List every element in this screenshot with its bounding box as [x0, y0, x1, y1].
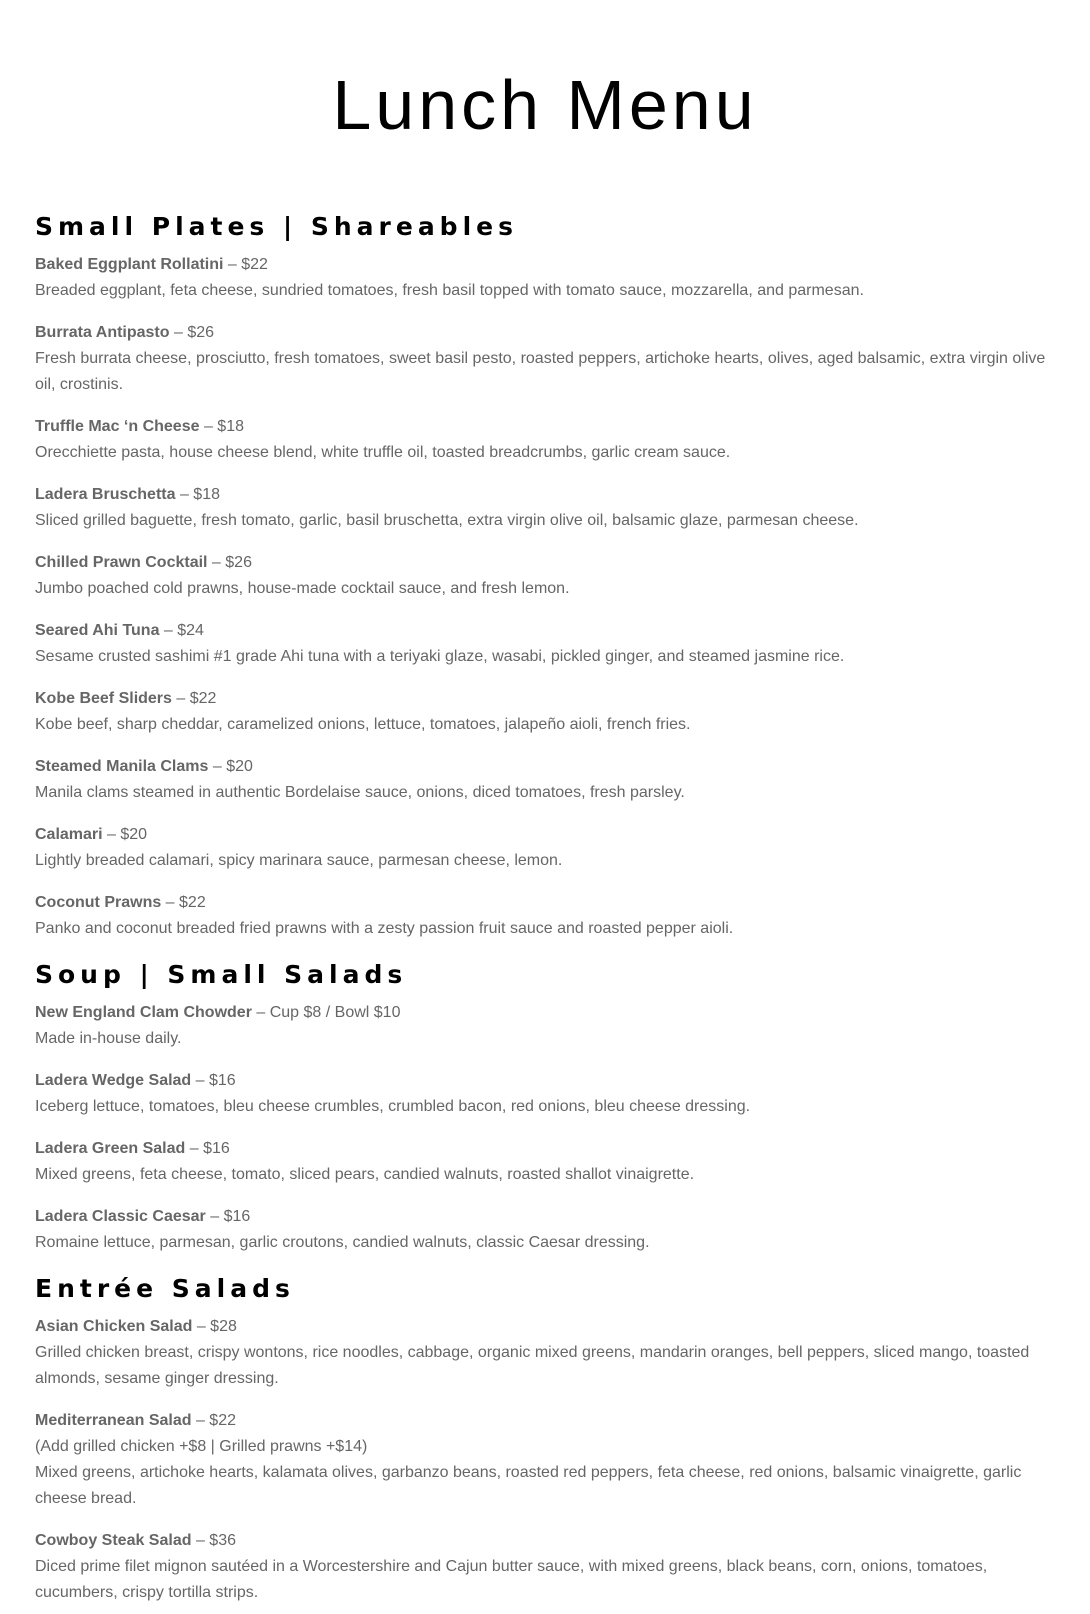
menu-item	[35, 618, 1055, 670]
menu-item-description: Manila clams steamed in authentic Bordelaise sauce, onions, diced tomatoes, fresh parsley.	[35, 784, 685, 801]
menu-item-price: – $24	[159, 622, 204, 639]
menu-item-header	[35, 754, 1055, 780]
menu-item-description: Sliced grilled baguette, fresh tomato, garlic, basil bruschetta, extra virgin olive oil, balsamic glaze, parmesan cheese.	[35, 512, 859, 529]
section-heading: Small Plates | Shareables	[35, 212, 518, 241]
menu-item-description: Kobe beef, sharp cheddar, caramelized onions, lettuce, tomatoes, jalapeño aioli, french fries.	[35, 716, 691, 733]
menu-item-header	[35, 252, 1055, 278]
menu-item-name: Burrata Antipasto	[35, 324, 170, 341]
menu-item-description: Fresh burrata cheese, prosciutto, fresh tomatoes, sweet basil pesto, roasted peppers, artichoke hearts, olives, aged balsamic, extra virgin olive oil, crostinis.	[35, 350, 1046, 393]
menu-item-price: – $36	[191, 1532, 236, 1549]
menu-item-name: Chilled Prawn Cocktail	[35, 554, 208, 571]
menu-item-description: Orecchiette pasta, house cheese blend, white truffle oil, toasted breadcrumbs, garlic cream sauce.	[35, 444, 731, 461]
menu-item-name: Calamari	[35, 826, 103, 843]
menu-item	[35, 1314, 1055, 1392]
menu-item-price: – $16	[205, 1208, 251, 1225]
menu-item-description: (Add grilled chicken +$8 | Grilled prawns +$14)	[35, 1438, 368, 1455]
menu-item	[35, 414, 1055, 466]
menu-item-name: Coconut Prawns	[35, 894, 162, 911]
menu-item	[35, 1204, 1055, 1256]
menu-item-name: Truffle Mac ‘n Cheese	[35, 418, 200, 435]
menu-item-description: Mixed greens, artichoke hearts, kalamata olives, garbanzo beans, roasted red peppers, feta cheese, red onions, balsamic vinaigrette, garlic cheese bread.	[35, 1464, 1022, 1507]
page-title: Lunch Menu	[332, 66, 758, 144]
section-heading: Entrée Salads	[35, 1274, 295, 1303]
menu-item	[35, 1528, 1055, 1606]
menu-item-header	[35, 822, 1055, 848]
menu-item	[35, 822, 1055, 874]
menu-item-header	[35, 1204, 1055, 1230]
menu-item-header	[35, 618, 1055, 644]
menu-item	[35, 550, 1055, 602]
menu-item-name: Ladera Classic Caesar	[35, 1208, 206, 1225]
menu-item	[35, 890, 1055, 942]
menu-section	[35, 958, 1055, 1256]
menu-item-header	[35, 1068, 1055, 1094]
menu-item-name: Steamed Manila Clams	[35, 758, 209, 775]
menu-item-price: – $22	[223, 256, 268, 273]
menu-item-header	[35, 890, 1055, 916]
menu-item-name: Kobe Beef Sliders	[35, 690, 172, 707]
menu-item-price: – $28	[192, 1318, 237, 1335]
section-heading: Soup | Small Salads	[35, 960, 408, 989]
menu-item-description: Jumbo poached cold prawns, house-made cocktail sauce, and fresh lemon.	[35, 580, 570, 597]
menu-item-header	[35, 1528, 1055, 1554]
menu-item-price: – $18	[175, 486, 220, 503]
menu-item-header	[35, 1136, 1055, 1162]
menu-item-header	[35, 1408, 1055, 1434]
menu-item	[35, 1068, 1055, 1120]
menu-item-description: Made in-house daily.	[35, 1030, 182, 1047]
menu-item-name: Seared Ahi Tuna	[35, 622, 160, 639]
menu-item-description: Romaine lettuce, parmesan, garlic croutons, candied walnuts, classic Caesar dressing.	[35, 1234, 650, 1251]
menu-item-name: Mediterranean Salad	[35, 1412, 192, 1429]
menu-item-header	[35, 482, 1055, 508]
menu-item-description: Diced prime filet mignon sautéed in a Worcestershire and Cajun butter sauce, with mixed greens, black beans, corn, onions, tomatoes, cucumbers, crispy tortilla strips.	[35, 1558, 988, 1601]
menu-item-list	[35, 1314, 1055, 1606]
menu-item-header	[35, 320, 1055, 346]
menu-item-price: – $22	[171, 690, 217, 707]
menu-item-price: – $16	[185, 1140, 230, 1157]
menu-item-description: Lightly breaded calamari, spicy marinara sauce, parmesan cheese, lemon.	[35, 852, 563, 869]
menu-item	[35, 754, 1055, 806]
menu-item-header	[35, 1000, 1055, 1026]
menu-item-name: Asian Chicken Salad	[35, 1318, 193, 1335]
menu-item-description: Panko and coconut breaded fried prawns with a zesty passion fruit sauce and roasted pepper aioli.	[35, 920, 734, 937]
menu-item	[35, 252, 1055, 304]
menu-section	[35, 1272, 1055, 1606]
menu-item-description: Breaded eggplant, feta cheese, sundried tomatoes, fresh basil topped with tomato sauce, mozzarella, and parmesan.	[35, 282, 864, 299]
menu-item-price: – $26	[169, 324, 215, 341]
menu-item	[35, 1408, 1055, 1512]
menu-item-list	[35, 252, 1055, 942]
menu-item-name: Baked Eggplant Rollatini	[35, 256, 224, 273]
menu-item-price: – $18	[199, 418, 244, 435]
menu-item-price: – $22	[161, 894, 206, 911]
menu-item-description: Grilled chicken breast, crispy wontons, rice noodles, cabbage, organic mixed greens, mandarin oranges, bell peppers, sliced mango, toasted almonds, sesame ginger dressing.	[35, 1344, 1030, 1387]
menu-item-description: Sesame crusted sashimi #1 grade Ahi tuna with a teriyaki glaze, wasabi, pickled ginger, and steamed jasmine rice.	[35, 648, 845, 665]
menu-item-price: – $20	[208, 758, 253, 775]
menu-item	[35, 686, 1055, 738]
menu-item-name: Cowboy Steak Salad	[35, 1532, 192, 1549]
menu-item-name: Ladera Bruschetta	[35, 486, 176, 503]
menu-item-name: Ladera Green Salad	[35, 1140, 186, 1157]
menu-item	[35, 1000, 1055, 1052]
menu-item-header	[35, 414, 1055, 440]
menu-item-name: New England Clam Chowder	[35, 1004, 252, 1021]
menu-item-price: – Cup $8 / Bowl $10	[251, 1004, 401, 1021]
menu-item-price: – $20	[102, 826, 148, 843]
menu-item-name: Ladera Wedge Salad	[35, 1072, 192, 1089]
menu-item-description: Mixed greens, feta cheese, tomato, sliced pears, candied walnuts, roasted shallot vinaigrette.	[35, 1166, 695, 1183]
menu-item-price: – $26	[207, 554, 252, 571]
menu-item-list	[35, 1000, 1055, 1256]
menu-item-description: Iceberg lettuce, tomatoes, bleu cheese crumbles, crumbled bacon, red onions, bleu cheese dressing.	[35, 1098, 751, 1115]
menu-item	[35, 1136, 1055, 1188]
menu-item-price: – $16	[191, 1072, 236, 1089]
menu-item-header	[35, 550, 1055, 576]
menu-item-header	[35, 1314, 1055, 1340]
menu-section	[35, 210, 1055, 942]
menu-item-header	[35, 686, 1055, 712]
menu-item	[35, 482, 1055, 534]
menu-item-price: – $22	[191, 1412, 236, 1429]
menu-sections	[35, 210, 1055, 1606]
menu-item	[35, 320, 1055, 398]
